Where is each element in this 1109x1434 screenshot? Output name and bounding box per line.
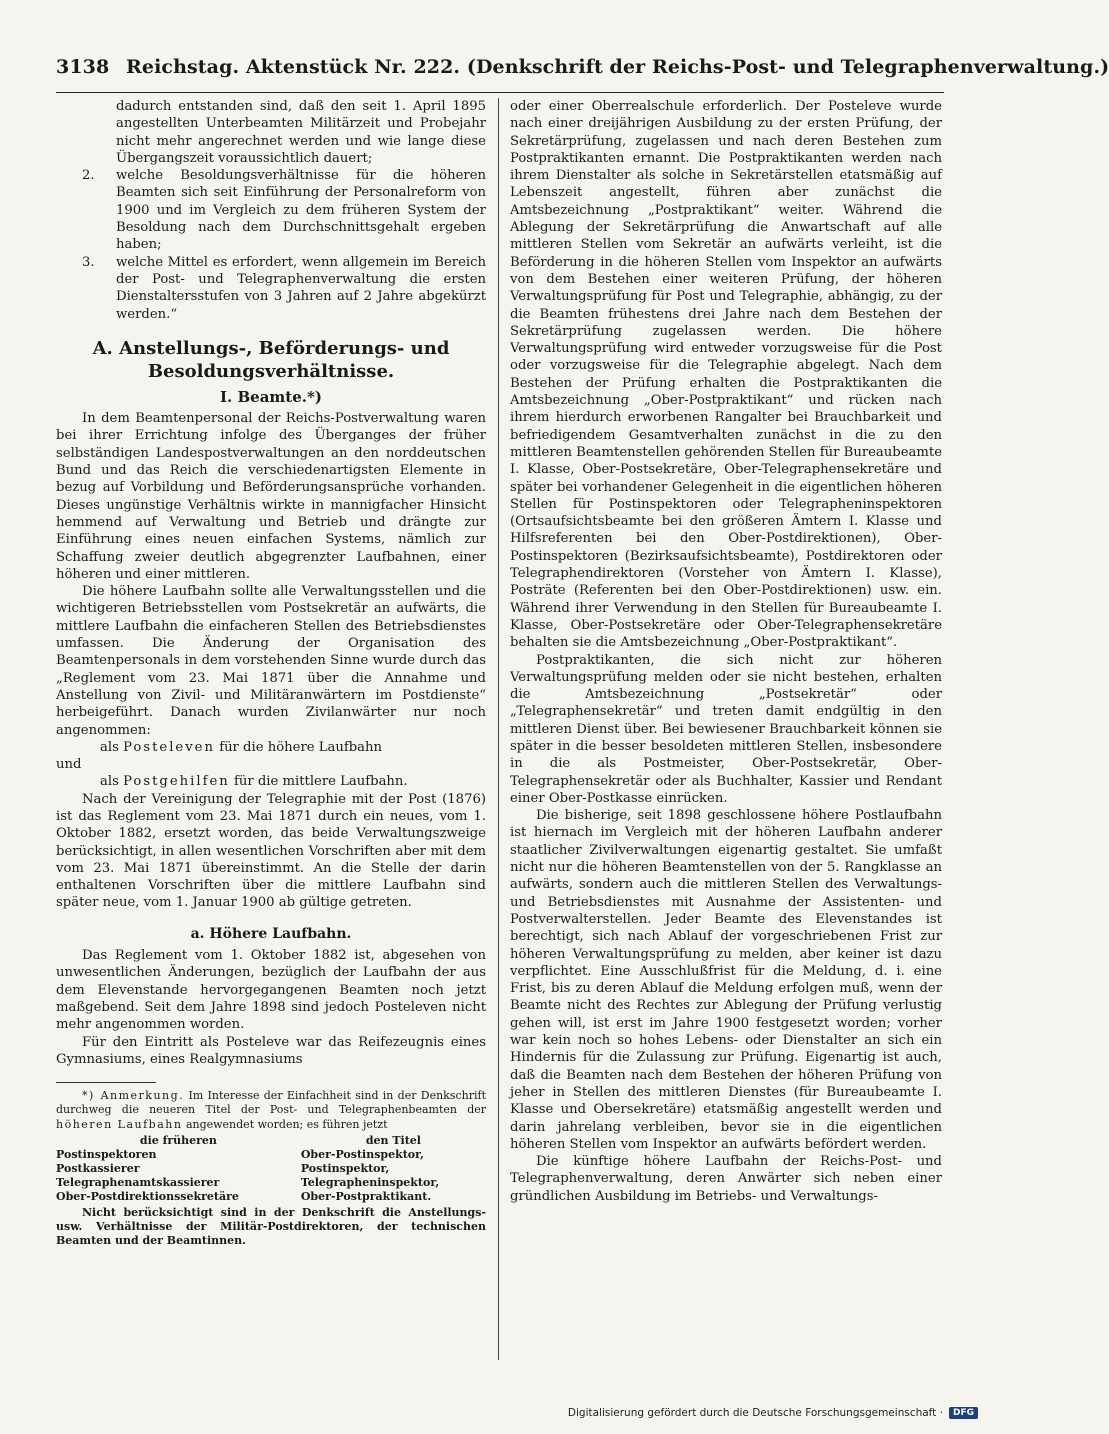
paragraph: Die bisherige, seit 1898 geschlossene höhere Postlaufbahn ist hiernach im Vergleich mit der höheren Laufbahn anderer staatlicher Zivilverwaltungen eigenartig gestaltet. Sie umfaßt nicht nur die höheren Beamtenstellen von der 5. Rangklasse an aufwärts, sondern auch die mittleren Stellen des Verwaltungs- und Betriebsdienstes mit Ausnahme der Assistenten- und Postverwalterstellen. Jeder Beamte des Elevenstandes ist berechtigt, sich nach Ablauf der vorgeschriebenen Frist zur höheren Verwaltungsprüfung zu melden, aber keiner ist dazu verpflichtet. Eine Ausschlußfrist für die Meldung, d. i. eine Frist, bis zu deren Ablauf die Meldung erfolgen muß, wenn der Beamte nicht des Rechtes zur Ablegung der Prüfung verlustig gehen will, ist erst im Jahre 1900 festgesetzt worden; vorher war kein noch so hohes Lebens- oder Dienstalter an sich ein Hindernis für die Zulassung zur Prüfung. Eigenartig ist auch, daß die Beamten nach dem Bestehen der höheren Prüfung von jeher in Stellen des mittleren Dienstes (für Bureaubeamte I. Klasse und Obersekretäre) etatsmäßig angestellt werden und darin jahrelang verbleiben, bevor sie in die eigentlichen höheren Stellen vom Inspektor an aufwärts befördert werden. bbox=[510, 808, 942, 1152]
paragraph: Für den Eintritt als Posteleve war das Reifezeugnis eines Gymnasiums, eines Realgymnasiums bbox=[56, 1034, 486, 1067]
table-row: Postinspektoren Ober-Postinspektor, bbox=[56, 1147, 424, 1161]
paragraph: Das Reglement vom 1. Oktober 1882 ist, abgesehen von unwesentlichen Änderungen, bezüglich der Laufbahn der aus dem Elevenstande hervorgegangenen Beamten noch jetzt maßgebend. Seit dem Jahre 1898 sind jedoch Posteleven nicht mehr angenommen worden. bbox=[56, 948, 486, 1033]
footnote bbox=[56, 1089, 486, 1248]
paragraph: Die künftige höhere Laufbahn der Reichs-Post- und Telegraphenverwaltung, deren Anwärter sich neben einer gründlichen Ausbildung im Betriebs- und Verwaltungs- bbox=[510, 1154, 942, 1204]
career-line-2: als Postgehilfen für die mittlere Laufbahn. bbox=[100, 774, 408, 790]
footnote-text: Nicht berücksichtigt sind in der Denkschrift die Anstellungs- usw. Verhältnisse der Militär-Postdirektoren, der technischen Beamten und der Beamtinnen. bbox=[56, 1205, 486, 1248]
page-header bbox=[56, 56, 1109, 78]
running-title: Reichstag. Aktenstück Nr. 222. (Denkschrift der Reichs-Post- und Telegraphenverwaltung.) bbox=[126, 56, 1109, 78]
credit-text: Digitalisierung gefördert durch die Deutsche Forschungsgemeinschaft · bbox=[567, 1407, 943, 1419]
career-line-1: als Posteleven für die höhere Laufbahn bbox=[100, 739, 383, 755]
paragraph: Die höhere Laufbahn sollte alle Verwaltungsstellen und die wichtigeren Betriebsstellen vom Postsekretär an aufwärts, die mittlere Laufbahn die einfacheren Stellen des Betriebsdienstes umfassen. Die Änderung der Organisation des Beamtenpersonals in dem vorstehenden Sinne wurde durch das „Reglement vom 23. Mai 1871 über die Annahme und Anstellung von Zivil- und Militäranwärtern im Postdienste“ herbeigeführt. Danach wurden Zivilanwärter nur noch angenommen: bbox=[56, 584, 486, 738]
subsection-heading: a. Höhere Laufbahn. bbox=[190, 925, 352, 942]
digitization-credit bbox=[568, 1407, 978, 1419]
und-line: und bbox=[56, 757, 82, 773]
section-heading-a: A. Anstellungs-, Beförderungs- und Besoldungsverhältnisse. bbox=[92, 337, 450, 382]
header-rule bbox=[56, 92, 944, 93]
right-column bbox=[510, 98, 942, 1205]
table-row: Postkassierer Postinspektor, bbox=[56, 1161, 390, 1175]
paragraph: Nach der Vereinigung der Telegraphie mit der Post (1876) ist das Reglement vom 23. Mai 1871 durch ein neues, vom 1. Oktober 1882, ersetzt worden, das beide Verwaltungszweige berücksichtigt, in allen wesentlichen Vorschriften aber mit dem vom 23. Mai 1871 übereinstimmt. An die Stelle der darin enthaltenen Vorschriften über die mittlere Laufbahn sind später neue, vom 1. Januar 1900 ab gültige getreten. bbox=[56, 791, 486, 911]
footnote-rule bbox=[56, 1082, 156, 1083]
page-number: 3138 bbox=[56, 56, 110, 78]
list-item-2: 2. welche Besoldungsverhältnisse für die höheren Beamten sich seit Einführung der Personalreform von 1900 und im Vergleich zu dem früheren System der Besoldung nach dem Durchschnittsgehalt ergeben haben; bbox=[82, 168, 486, 253]
table-header: den Titel bbox=[365, 1133, 421, 1147]
table-row: Ober-Postdirektionssekretäre Ober-Postpraktikant. bbox=[56, 1189, 432, 1203]
list-item-3: 3. welche Mittel es erfordert, wenn allgemein im Bereich der Post- und Telegraphenverwaltung die ersten Dienstaltersstufen von 3 Jahren auf 2 Jahre abgekürzt werden.“ bbox=[82, 254, 486, 322]
table-row: Telegraphenamtskassierer Telegrapheninspektor, bbox=[56, 1175, 440, 1189]
footnote-text: *) Anmerkung. Im Interesse der Einfachheit sind in der Denkschrift durchweg die neueren Titel der Post- und Telegraphenbeamten der höheren Laufbahn angewendet worden; es führen jetzt bbox=[56, 1089, 487, 1131]
left-column bbox=[56, 98, 486, 1248]
dfg-logo-icon: DFG bbox=[949, 1407, 978, 1419]
title-table bbox=[56, 1134, 486, 1204]
table-header: die früheren bbox=[139, 1133, 217, 1147]
paragraph: oder einer Oberrealschule erforderlich. Der Posteleve wurde nach einer dreijährigen Ausbildung zu der ersten Prüfung, der Sekretärprüfung, zugelassen und nach deren Bestehen zum Postpraktikanten ernannt. Die Postpraktikanten werden nach ihrem Dienstalter als solche in Sekretärstellen etatsmäßig auf Lebenszeit angestellt, führen aber zunächst die Amtsbezeichnung „Postpraktikant“ weiter. Während die Ablegung der Sekretärprüfung die Anwartschaft auf alle mittleren Stellen vom Sekretär an aufwärts verleiht, ist die Beförderung in die höheren Stellen vom Inspektor an aufwärts von dem Bestehen einer weiteren Prüfung, der höheren Verwaltungsprüfung für Post und Telegraphie, abhängig, zu der die Beamten frühestens drei Jahre nach dem Bestehen der Sekretärprüfung zugelassen werden. Die höhere Verwaltungsprüfung wird entweder vorzugsweise für die Post oder vorzugsweise für die Telegraphie abgelegt. Nach dem Bestehen der Prüfung erhalten die Postpraktikanten die Amtsbezeichnung „Ober-Postpraktikant“ und rücken nach ihrem hierdurch erworbenen Rangalter bei Brauchbarkeit und befriedigendem Gesamtverhalten zunächst in die zu den mittleren Beamtenstellen gehörenden Stellen für Bureaubeamte I. Klasse, Ober-Postsekretäre, Ober-Telegraphensekretäre und später bei vorhandener Gelegenheit in die eigentlichen höheren Stellen für Postinspektoren oder Telegrapheninspektoren (Ortsaufsichtsbeamte bei den größeren Ämtern I. Klasse und Hilfsreferenten bei den Ober-Postdirektionen), Ober-Postinspektoren (Bezirksaufsichtsbeamte), Postdirektoren oder Telegraphendirektoren (Vorsteher von Ämtern I. Klasse), Posträte (Referenten bei den Ober-Postdirektionen) usw. ein. Während ihrer Verwendung in den Stellen für Bureaubeamte I. Klasse, Ober-Postsekretäre oder Ober-Telegraphensekretäre behalten sie die Amtsbezeichnung „Ober-Postpraktikant“. bbox=[510, 99, 942, 651]
section-heading-beamte: I. Beamte.*) bbox=[220, 387, 322, 406]
paragraph: Postpraktikanten, die sich nicht zur höheren Verwaltungsprüfung melden oder sie nicht bestehen, erhalten die Amtsbezeichnung „Postsekretär“ oder „Telegraphensekretär“ und treten damit endgültig in den mittleren Dienst über. Bei bewiesener Brauchbarkeit können sie später in die besser besoldeten mittleren Stellen, insbesondere in die als Postmeister, Ober-Postsekretär, Ober-Telegraphensekretär oder als Buchhalter, Kassier und Rendant einer Ober-Postkasse einrücken. bbox=[510, 652, 942, 806]
column-divider bbox=[498, 98, 499, 1360]
question-list bbox=[56, 98, 486, 323]
list-item-1-continuation: dadurch entstanden sind, daß den seit 1. April 1895 angestellten Unterbeamten Militärzeit und Probejahr nicht mehr angerechnet werden und wie lange diese Übergangszeit voraussichtlich dauert; bbox=[116, 99, 486, 166]
paragraph: In dem Beamtenpersonal der Reichs-Postverwaltung waren bei ihrer Errichtung infolge des Überganges der früher selbständigen Landespostverwaltungen an den norddeutschen Bund und das Reich die verschiedenartigsten Elemente in bezug auf Vorbildung und Beförderungsansprüche vorhanden. Dieses ungünstige Verhältnis wirkte in mannigfacher Hinsicht hemmend auf Verwaltung und Betrieb und drängte zur Einführung eines neuen einfachen Systems, nämlich zur Schaffung zweier deutlich abgegrenzter Laufbahnen, einer höheren und einer mittleren. bbox=[56, 411, 486, 582]
